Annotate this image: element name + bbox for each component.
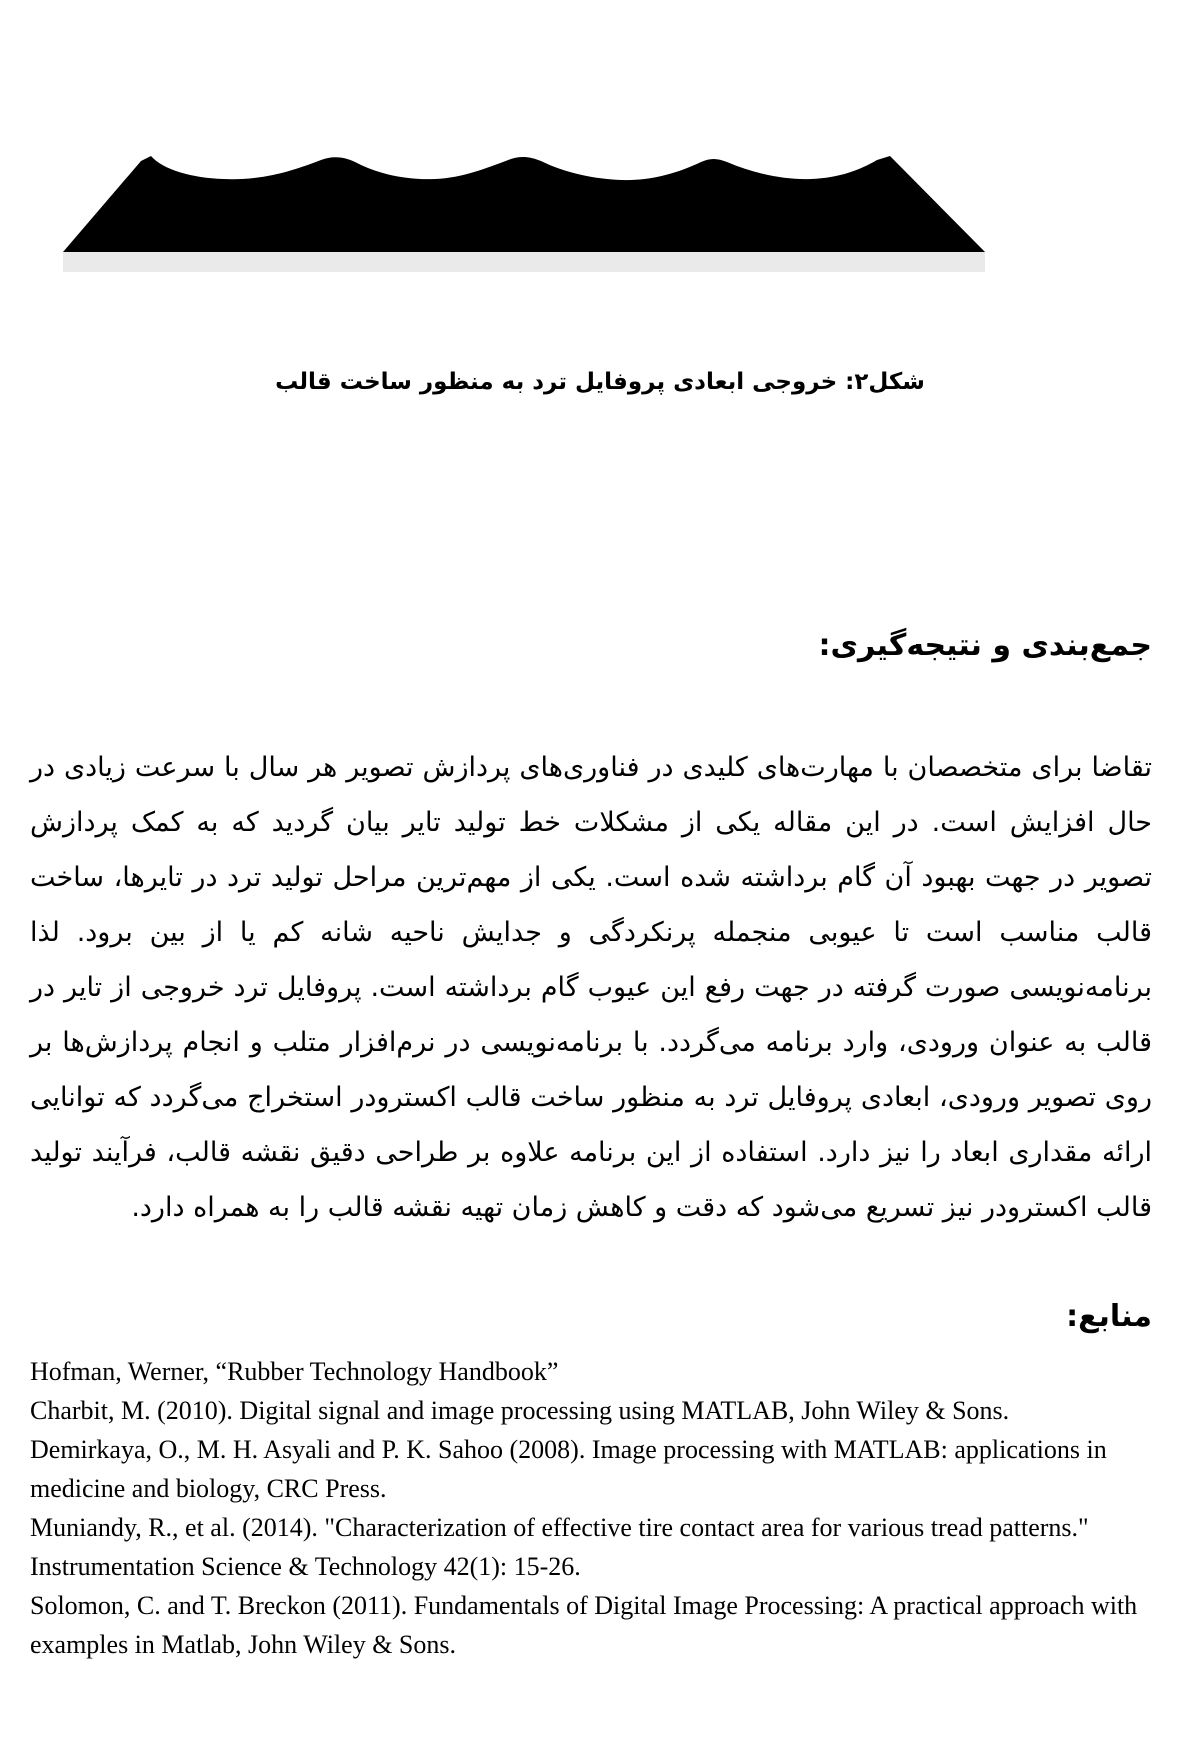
summary-paragraph: تقاضا برای متخصصان با مهارت‌های کلیدی در فناوری‌های پردازش تصویر هر سال با سرعت زیادی در حال افزایش است. در این مقاله یکی از مشکلات خط تولید تایر بیان گردید که به کمک پردازش تصویر در جهت بهبود آن گام برداشته شده است. یکی از مهم‌ترین مراحل تولید ترد در تایرها، ساخت قالب مناسب است تا عیوبی منجمله پرنکردگی و جدایش ناحیه شانه کم یا از بین برود. لذا برنامه‌نویسی صورت گرفته در جهت رفع این عیوب گام برداشته است. پروفایل ترد خروجی از تایر در قالب به عنوان ورودی، وارد برنامه می‌گردد. با برنامه‌نویسی در نرم‌افزار متلب و انجام پردازش‌ها بر روی تصویر ورودی، ابعادی پروفایل ترد به منظور ساخت قالب اکسترودر استخراج می‌گردد که توانایی ارائه مقداری ابعاد را نیز دارد. استفاده از این برنامه علاوه بر طراحی دقیق نقشه قالب، فرآیند تولید قالب اکسترودر نیز تسریع می‌شود که دقت و کاهش زمان تهیه نقشه قالب را به همراه دارد. xyxy=(30,752,1152,1223)
references-heading: منابع: xyxy=(1066,1299,1152,1334)
reference-item: Charbit, M. (2010). Digital signal and image processing using MATLAB, John Wiley & Sons. xyxy=(30,1396,1010,1425)
summary-heading: جمع‌بندی و نتیجه‌گیری: xyxy=(818,628,1152,663)
figure-caption: شکل۲: خروجی ابعادی پروفایل ترد به منظور ساخت قالب xyxy=(275,369,925,395)
reference-item: Muniandy, R., et al. (2014). "Characterization of effective tire contact area for various tread patterns." Instrumentation Science & Technology 42(1): 15-26. xyxy=(30,1513,1089,1581)
tread-profile-figure xyxy=(63,152,985,274)
tread-cross-section xyxy=(63,156,985,252)
figure-base-strip xyxy=(63,252,985,272)
reference-item: Solomon, C. and T. Breckon (2011). Fundamentals of Digital Image Processing: A practical approach with examples in Matlab, John Wiley & Sons. xyxy=(30,1591,1138,1659)
reference-item: Demirkaya, O., M. H. Asyali and P. K. Sahoo (2008). Image processing with MATLAB: applications in medicine and biology, CRC Press. xyxy=(30,1435,1107,1503)
tread-profile-shape xyxy=(63,152,985,274)
reference-item: Hofman, Werner, “Rubber Technology Handbook” xyxy=(30,1357,559,1386)
references-list xyxy=(30,1352,1145,1664)
